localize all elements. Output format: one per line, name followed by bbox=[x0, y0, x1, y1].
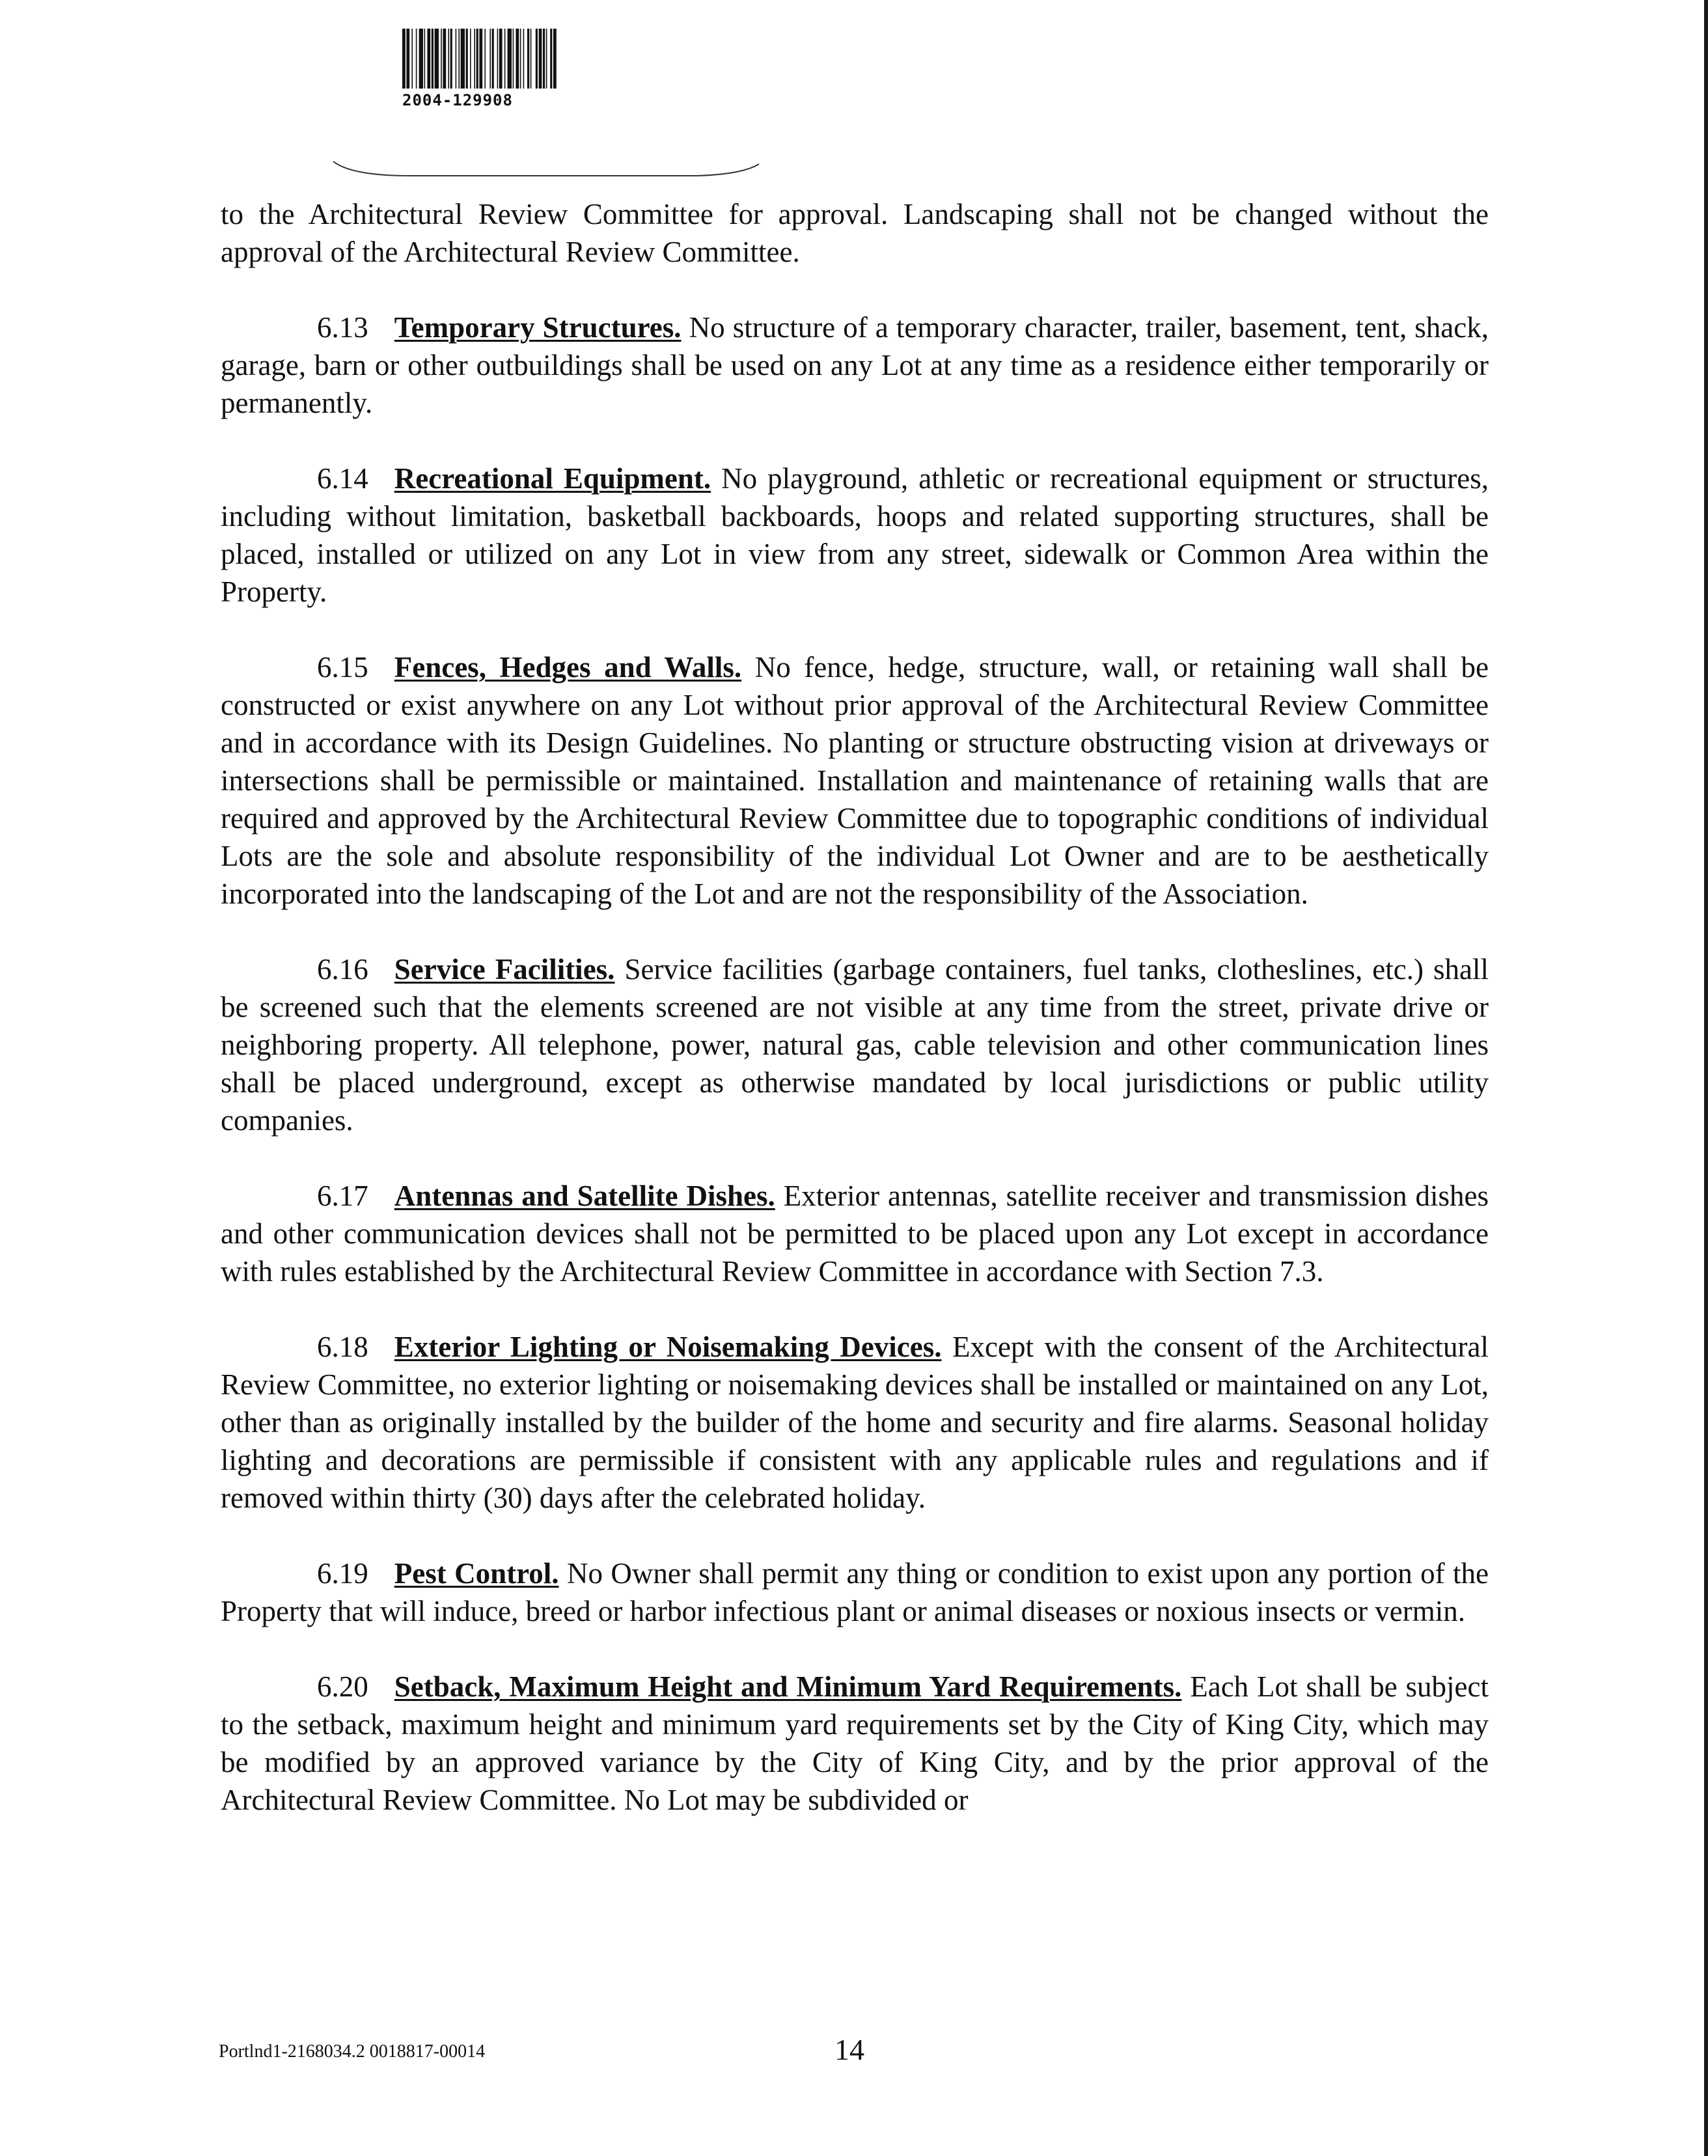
section-heading: Exterior Lighting or Noisemaking Devices. bbox=[394, 1331, 942, 1363]
section-heading: Pest Control. bbox=[394, 1557, 559, 1590]
footer-document-id: Portlnd1-2168034.2 0018817-00014 bbox=[219, 2041, 486, 2062]
section-number: 6.15 bbox=[317, 651, 368, 684]
recording-barcode bbox=[402, 29, 702, 109]
section-heading: Antennas and Satellite Dishes. bbox=[394, 1180, 775, 1212]
section-6-18 bbox=[221, 1328, 1489, 1517]
section-number: 6.14 bbox=[317, 462, 368, 495]
section-text: Exterior antennas, satellite receiver and transmission dishes and other communication devices shall not be permitted to be placed upon any Lot except in accordance with rules established by the Architectural Review Committee in accordance with Section 7.3. bbox=[221, 1180, 1489, 1288]
section-number: 6.18 bbox=[317, 1331, 368, 1363]
section-6-14 bbox=[221, 460, 1489, 611]
section-heading: Recreational Equipment. bbox=[394, 462, 711, 495]
section-text: No playground, athletic or recreational equipment or structures, including without limitation, basketball backboards, hoops and related supporting structures, shall be placed, installed or utilized on any Lot in view from any street, sidewalk or Common Area within the Property. bbox=[221, 462, 1489, 608]
barcode-bars bbox=[402, 29, 702, 89]
page-number: 14 bbox=[834, 2033, 864, 2066]
intro-paragraph: to the Architectural Review Committee for approval. Landscaping shall not be changed without the approval of the Architectural Review Committee. bbox=[221, 198, 1489, 268]
section-6-20 bbox=[221, 1668, 1489, 1819]
section-text: Service facilities (garbage containers, fuel tanks, clotheslines, etc.) shall be screened such that the elements screened are not visible at any time from the street, private drive or neighboring property. All telephone, power, natural gas, cable television and other communication lines shall be placed underground, except as otherwise mandated by local jurisdictions or public utility companies. bbox=[221, 953, 1489, 1137]
section-text: No fence, hedge, structure, wall, or retaining wall shall be constructed or exist anywhere on any Lot without prior approval of the Architectural Review Committee and in accordance with its Design Guidelines. No planting or structure obstructing vision at driveways or intersections shall be permissible or maintained. Installation and maintenance of retaining walls that are required and approved by the Architectural Review Committee due to topographic conditions of individual Lots are the sole and absolute responsibility of the individual Lot Owner and are to be aesthetically incorporated into the landscaping of the Lot and are not the responsibility of the Association. bbox=[221, 651, 1489, 910]
section-number: 6.16 bbox=[317, 953, 368, 986]
section-6-17 bbox=[221, 1177, 1489, 1290]
stamp-underline bbox=[332, 159, 762, 181]
section-number: 6.13 bbox=[317, 311, 368, 344]
section-6-15 bbox=[221, 648, 1489, 913]
section-6-13 bbox=[221, 309, 1489, 422]
section-number: 6.17 bbox=[317, 1180, 368, 1212]
section-text: No Owner shall permit any thing or condition to exist upon any portion of the Property that will induce, breed or harbor infectious plant or animal diseases or noxious insects or vermin. bbox=[221, 1557, 1489, 1627]
section-6-19 bbox=[221, 1555, 1489, 1630]
section-heading: Setback, Maximum Height and Minimum Yard Requirements. bbox=[394, 1670, 1182, 1703]
document-body bbox=[221, 195, 1489, 1857]
section-6-16 bbox=[221, 950, 1489, 1139]
section-heading: Temporary Structures. bbox=[394, 311, 682, 344]
section-text: Each Lot shall be subject to the setback, maximum height and minimum yard requirements set by the City of King City, which may be modified by an approved variance by the City of King City, and by the prior approval of the Architectural Review Committee. No Lot may be subdivided or bbox=[221, 1670, 1489, 1816]
section-number: 6.20 bbox=[317, 1670, 368, 1703]
section-number: 6.19 bbox=[317, 1557, 368, 1590]
section-heading: Fences, Hedges and Walls. bbox=[394, 651, 742, 684]
section-heading: Service Facilities. bbox=[394, 953, 615, 986]
section-text: Except with the consent of the Architectural Review Committee, no exterior lighting or noisemaking devices shall be installed or maintained on any Lot, other than as originally installed by the builder of the home and security and fire alarms. Seasonal holiday lighting and decorations are permissible if consistent with any applicable rules and regulations and if removed within thirty (30) days after the celebrated holiday. bbox=[221, 1331, 1489, 1514]
section-text: No structure of a temporary character, trailer, basement, tent, shack, garage, barn or other outbuildings shall be used on any Lot at any time as a residence either temporarily or permanently. bbox=[221, 311, 1489, 419]
page-edge bbox=[1704, 0, 1708, 2156]
barcode-number: 2004-129908 bbox=[402, 91, 513, 109]
